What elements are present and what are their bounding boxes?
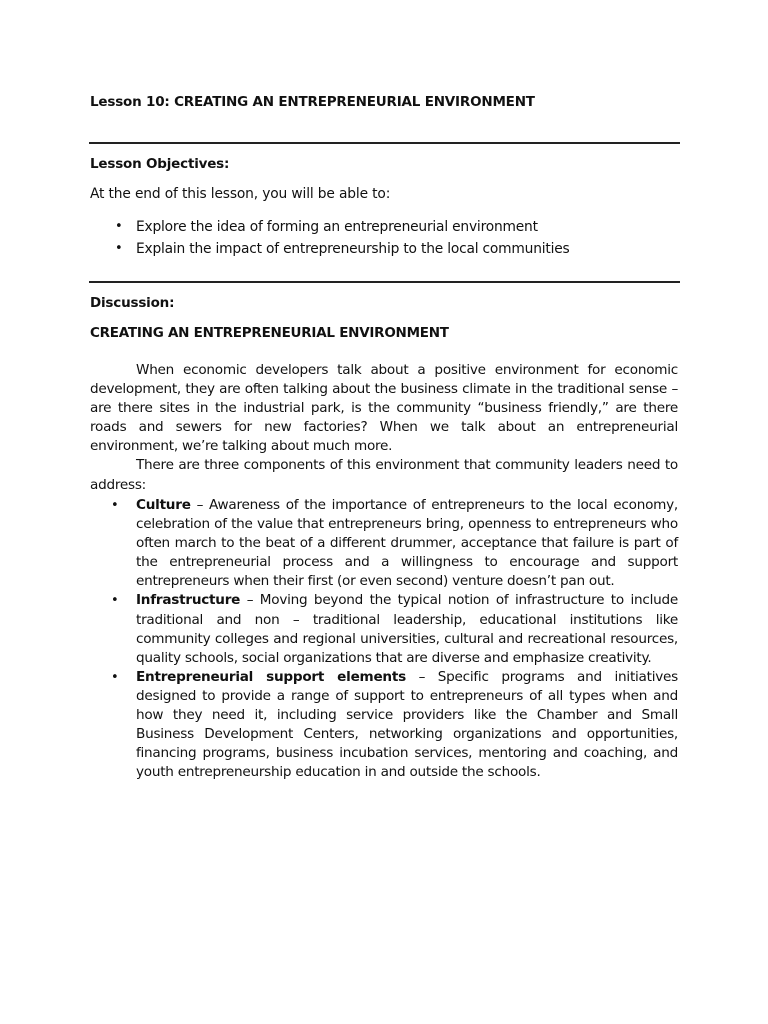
bullet-icon: •: [111, 498, 119, 513]
divider-rule: [89, 142, 680, 144]
discussion-heading: Discussion:: [90, 295, 175, 311]
component-term: Entrepreneurial support elements: [136, 668, 406, 685]
discussion-body: [90, 361, 678, 495]
objectives-heading: Lesson Objectives:: [90, 156, 230, 172]
component-text: – Specific programs and initiatives designed to provide a range of support to entrepreneurs of all types when and how they need it, including service providers like the Chamber and Small Business Development Centers, networking organizations and opportunities, financing programs, business incubation services, mentoring and coaching, and youth entrepreneurship education in and outside the schools.: [136, 668, 678, 781]
bullet-icon: •: [111, 669, 119, 685]
component-item: [111, 668, 678, 783]
component-item: [111, 591, 678, 667]
divider-rule: [89, 281, 680, 283]
bullet-icon: •: [111, 593, 119, 609]
objective-item: [112, 238, 570, 260]
body-paragraph: When economic developers talk about a positive environment for economic development, they are often talking about the business climate in the traditional sense – are there sites in the industrial park, is the community “business friendly,” are there roads and sewers for new factories? When we talk about an entrepreneurial environment, we’re talking about much more.: [90, 362, 678, 455]
objective-text: Explore the idea of forming an entrepreneurial environment: [136, 219, 538, 235]
component-text: – Awareness of the importance of entrepreneurs to the local economy, celebration of the value that entrepreneurs bring, openness to entrepreneurs who often march to the beat of a different drummer, acceptance that failure is part of the entrepreneurial process and a willingness to encourage and support entrepreneurs when their first (or even second) venture doesn’t pan out.: [136, 497, 678, 590]
lesson-title: Lesson 10: CREATING AN ENTREPRENEURIAL ENVIRONMENT: [90, 94, 535, 110]
bullet-icon: •: [115, 219, 123, 234]
objectives-list: [112, 216, 570, 260]
components-list: [111, 496, 678, 782]
component-item: [111, 496, 678, 591]
component-term: Infrastructure: [136, 592, 241, 609]
bullet-icon: •: [115, 241, 123, 256]
section-title: CREATING AN ENTREPRENEURIAL ENVIRONMENT: [90, 325, 449, 341]
body-paragraph: There are three components of this environment that community leaders need to address:: [90, 457, 678, 493]
component-term: Culture: [136, 497, 191, 513]
objective-item: [112, 216, 570, 238]
objective-text: Explain the impact of entrepreneurship to the local communities: [136, 241, 570, 257]
objectives-intro: At the end of this lesson, you will be able to:: [90, 186, 391, 202]
component-text: – Moving beyond the typical notion of infrastructure to include traditional and non – traditional leadership, educational institutions like community colleges and regional universities, cultural and recreational resources, quality schools, social organizations that are diverse and emphasize creativity.: [136, 592, 678, 666]
